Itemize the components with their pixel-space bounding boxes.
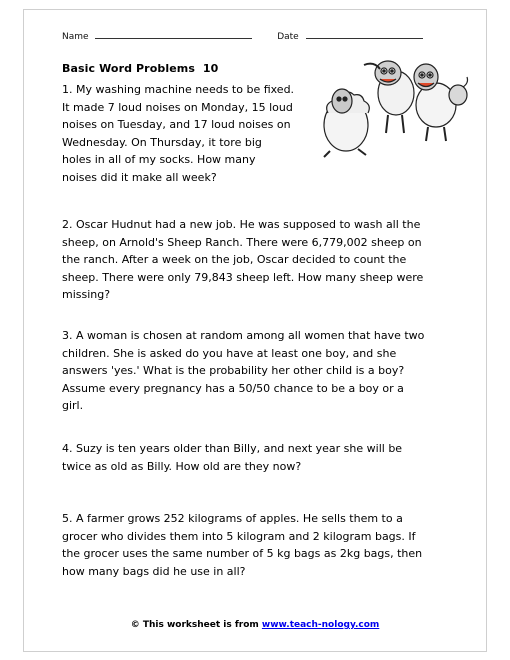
footer: [0, 620, 510, 630]
problem-5: 5. A farmer grows 252 kilograms of apples. He sells them to a grocer who divides them into 5 kilogram and 2 kilogram bags. If the grocer uses the same number of 5 kg bags as 2kg bags, then how many bags did he use in all?: [62, 512, 423, 578]
date-label: Date: [277, 32, 299, 42]
problem-4: 4. Suzy is ten years older than Billy, and next year she will be twice as old as Billy. How old are they now?: [62, 442, 403, 473]
footer-link[interactable]: www.teach-nology.com: [261, 620, 380, 630]
name-field[interactable]: [95, 29, 252, 39]
problem-1: 1. My washing machine needs to be fixed. It made 7 loud noises on Monday, 15 loud noises on Tuesday, and 17 loud noises on Wednesday. On Thursday, it tore big holes in all of my socks. How many noises did it make all week?: [62, 83, 295, 184]
sheep-illustration: [318, 53, 473, 163]
date-field[interactable]: [306, 29, 423, 39]
problem-2: 2. Oscar Hudnut had a new job. He was supposed to wash all the sheep, on Arnold's Sheep Ranch. There were 6,779,002 sheep on the ranch. After a week on the job, Oscar decided to count the sheep. There were only 79,843 sheep left. How many sheep were missing?: [62, 218, 424, 301]
worksheet-title: Basic Word Problems 10: [62, 62, 219, 75]
name-label: Name: [62, 32, 89, 42]
footer-text: © This worksheet is from: [130, 620, 262, 630]
problem-3: 3. A woman is chosen at random among all women that have two children. She is asked do you have at least one boy, and she answers 'yes.' What is the probability her other child is a boy? Assume every pregnancy has a 50/50 chance to be a boy or a girl.: [62, 329, 425, 412]
sheep-icon: [324, 89, 369, 157]
header-row: [62, 29, 423, 42]
